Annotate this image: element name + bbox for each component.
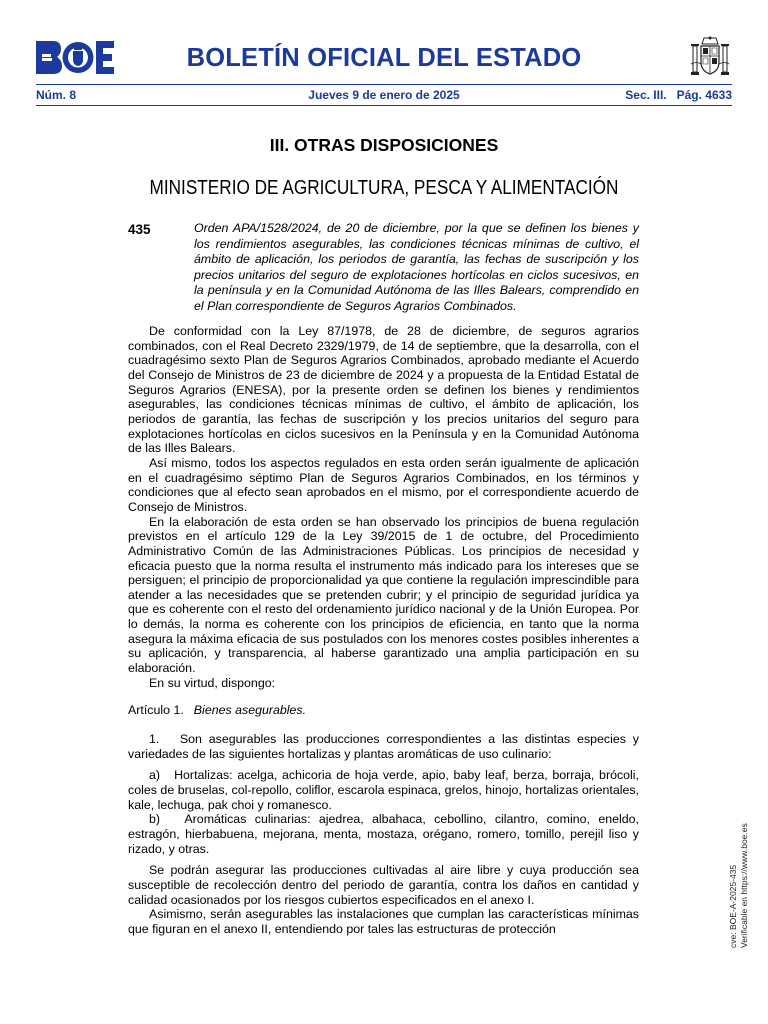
article-heading xyxy=(128,703,639,718)
article-title: Bienes asegurables. xyxy=(193,703,307,718)
article-paragraph: Asimismo, serán asegurables las instalaciones que cumplan las características mínimas que figuran en el anexo II, entendiendo por tales las estructuras de protección xyxy=(128,907,639,936)
article-paragraph: Se podrán asegurar las producciones cultivadas al aire libre y cuya producción sea susceptible de recolección dentro del periodo de garantía, contra los daños en cantidad y calidad ocasionados por los riesgos cubiertos especificados en el anexo I. xyxy=(128,863,639,907)
boe-logo xyxy=(36,41,114,74)
ministry-heading: MINISTERIO DE AGRICULTURA, PESCA Y ALIMENTACIÓN xyxy=(149,177,619,199)
list-item: b) Aromáticas culinarias: ajedrea, albahaca, cebollino, cilantro, comino, eneldo, estragón, hierbabuena, mejorana, menta, mostaza, orégano, romero, tomillo, perejil liso y rizado, y otras. xyxy=(128,812,643,856)
header-rule-bottom xyxy=(36,105,732,106)
page-title: BOLETÍN OFICIAL DEL ESTADO xyxy=(186,44,582,72)
order-summary: Orden APA/1528/2024, de 20 de diciembre, por la que se definen los bienes y los rendimientos asegurables, las condiciones técnicas mínimas de cultivo, el ámbito de aplicación, los periodos de garantía, las fechas de suscripción y los precios unitarios del seguro de explotaciones hortícolas en ciclos sucesivos, en la península y en la Comunidad Autónoma de las Illes Balears, comprendido en el Plan correspondiente de Seguros Agrarios Combinados. xyxy=(194,221,639,313)
cve-code: cve: BOE-A-2025-435 xyxy=(728,864,738,948)
order-number: 435 xyxy=(128,222,151,237)
paragraph: En su virtud, dispongo: xyxy=(149,675,276,690)
issue-date: Jueves 9 de enero de 2025 xyxy=(308,88,460,102)
section-page: Sec. III. Pág. 4633 xyxy=(625,88,732,102)
article-label: Artículo 1. xyxy=(128,703,184,718)
section-heading: III. OTRAS DISPOSICIONES xyxy=(269,135,499,155)
spain-coat-of-arms-icon xyxy=(690,36,730,80)
side-note xyxy=(728,823,750,948)
issue-number: Núm. 8 xyxy=(36,88,77,102)
paragraph: De conformidad con la Ley 87/1978, de 28 de diciembre, de seguros agrarios combinados, con el Real Decreto 2329/1979, de 14 de septiembre, que la desarrolla, con el cuadragésimo sexto Plan de Seguros Agrarios Combinados, aprobado mediante el Acuerdo del Consejo de Ministros de 23 de diciembre de 2024 y a propuesta de la Entidad Estatal de Seguros Agrarios (ENESA), por la presente orden se definen los bienes y rendimientos asegurables, las condiciones técnicas mínimas de cultivo, el ámbito de aplicación, los periodos de garantía, las fechas de suscripción y los precios unitarios del seguro para explotaciones hortícolas en ciclos sucesivos en la Península y en la Comunidad Autónoma de las Illes Balears. xyxy=(128,324,639,456)
header-rule-top xyxy=(36,84,732,85)
document-body xyxy=(128,324,643,937)
verify-link[interactable]: Verificable en https://www.boe.es xyxy=(739,823,749,948)
article-paragraph: 1. Son asegurables las producciones correspondientes a las distintas especies y variedades de las siguientes hortalizas y plantas aromáticas de uso culinario: xyxy=(128,732,643,761)
paragraph: Así mismo, todos los aspectos regulados en esta orden serán igualmente de aplicación en el cuadragésimo séptimo Plan de Seguros Agrarios Combinados, en los términos y condiciones que al efecto sean aprobados en el mismo, por el correspondiente acuerdo de Consejo de Ministros. xyxy=(128,455,639,514)
list-item: a) Hortalizas: acelga, achicoria de hoja verde, apio, baby leaf, berza, borraja, brócoli, coles de bruselas, col-repollo, coliflor, escarola espinaca, grelos, hinojo, hortalizas orientales, kale, lechuga, pak choi y romanesco. xyxy=(128,768,643,812)
paragraph: En la elaboración de esta orden se han observado los principios de buena regulación previstos en el artículo 129 de la Ley 39/2015 de 1 de octubre, del Procedimiento Administrativo Común de las Administraciones Públicas. Los principios de necesidad y eficacia puesto que la norma resulta el instrumento más indicado para los intereses que se persiguen; el principio de proporcionalidad ya que contiene la regulación imprescindible para atender a las necesidades que se pretenden cubrir; y el principio de seguridad jurídica ya que es coherente con el resto del ordenamiento jurídico nacional y de la Unión Europea. Por lo demás, la norma es coherente con los principios de eficiencia, en tanto que la norma asegura la máxima eficacia de sus postulados con los menores costes posibles inherentes a su aplicación, y transparencia, al haberse garantizado una amplia participación en su elaboración. xyxy=(128,514,639,676)
